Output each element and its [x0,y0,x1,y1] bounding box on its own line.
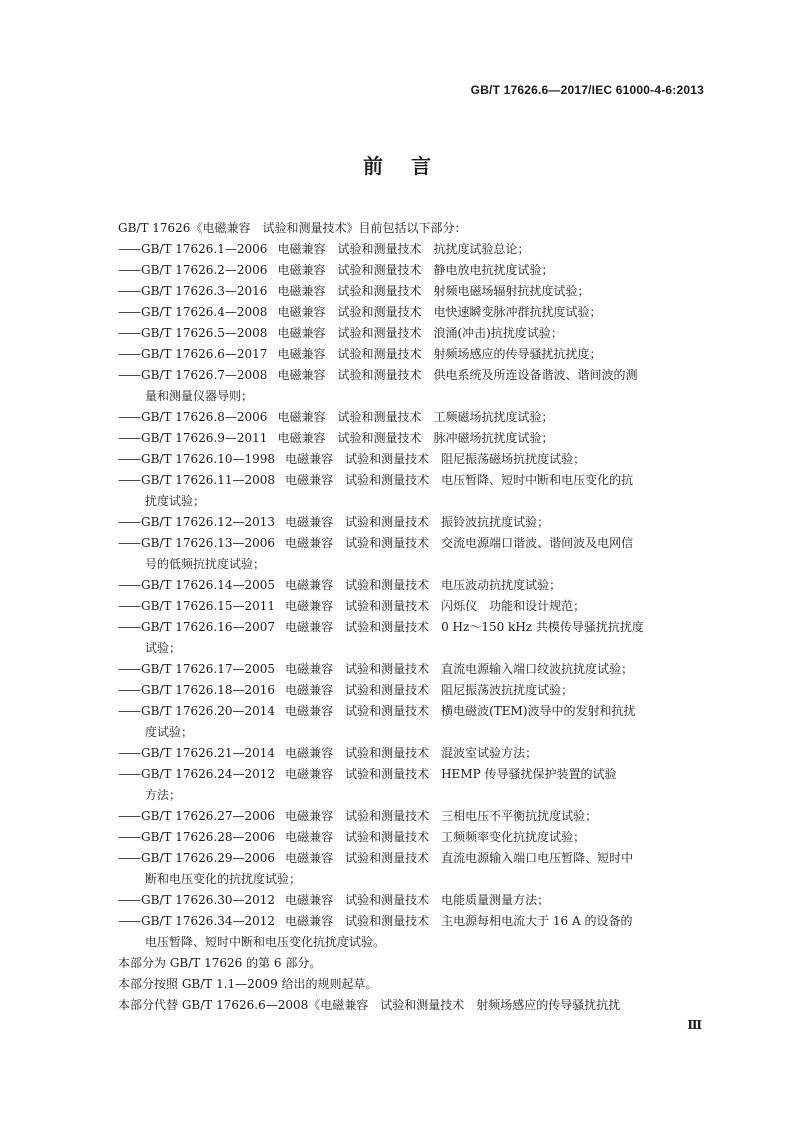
title-part-2: 试验和测量技术 [345,536,430,550]
list-item [118,575,708,596]
dash: —— [118,410,140,424]
standard-code: GB/T 17626.29—2006 [141,851,276,865]
standard-code: GB/T 17626.9—2011 [141,431,268,445]
title-part-3: 供电系统及所连设备谐波、谐间波的测 [433,368,638,382]
standard-code: GB/T 17626.4—2008 [141,305,268,319]
title-part-2: 试验和测量技术 [345,704,430,718]
list-item [118,848,708,869]
title-part-2: 试验和测量技术 [345,809,430,823]
title-part-2: 试验和测量技术 [345,599,430,613]
list-item-continuation: 方法； [145,788,182,802]
standard-code: GB/T 17626.5—2008 [141,326,268,340]
title-part-1: 电磁兼容 [285,683,334,697]
title-part-1: 电磁兼容 [285,746,334,760]
title-part-3: 射频场感应的传导骚扰抗扰度； [433,347,602,361]
title-part-3: 射频电磁场辐射抗扰度试验； [433,284,590,298]
standard-code: GB/T 17626.15—2011 [141,599,276,613]
title-part-3: 横电磁波(TEM)波导中的发射和抗扰 [441,704,636,718]
standard-code: GB/T 17626.28—2006 [141,830,276,844]
standard-code: GB/T 17626.34—2012 [141,914,276,928]
list-item-continuation: 试验； [145,641,182,655]
title-part-2: 试验和测量技术 [345,914,430,928]
dash: —— [118,431,140,445]
dash: —— [118,578,140,592]
standard-code: GB/T 17626.18—2016 [141,683,276,697]
title-part-1: 电磁兼容 [285,452,334,466]
title-part-2: 试验和测量技术 [345,683,430,697]
title-part-1: 电磁兼容 [285,620,334,634]
dash: —— [118,515,140,529]
list-item [118,449,708,470]
list-item [118,827,708,848]
title-part-2: 试验和测量技术 [337,305,422,319]
title-part-1: 电磁兼容 [285,893,334,907]
list-item [118,806,708,827]
title-part-3: 主电源每相电流大于 16 A 的设备的 [441,914,633,928]
title-part-1: 电磁兼容 [277,347,326,361]
dash: —— [118,662,140,676]
title-part-2: 试验和测量技术 [345,578,430,592]
page-number: Ⅲ [687,1018,702,1032]
page-title: 前言 [363,154,459,178]
list-item [118,743,708,764]
standard-code: GB/T 17626.13—2006 [141,536,276,550]
paragraph: 本部分代替 GB/T 17626.6—2008《电磁兼容 试验和测量技术 射频场感应的传导骚扰抗扰 [118,998,621,1012]
list-item [118,365,708,386]
title-part-3: 静电放电抗扰度试验； [433,263,554,277]
standard-code: GB/T 17626.6—2017 [141,347,268,361]
title-part-1: 电磁兼容 [285,767,334,781]
list-item [118,764,708,785]
list-item-continuation: 电压暂降、短时中断和电压变化抗扰度试验。 [145,935,386,949]
standard-code: GB/T 17626.8—2006 [141,410,268,424]
title-part-2: 试验和测量技术 [345,515,430,529]
standard-code: GB/T 17626.30—2012 [141,893,276,907]
dash: —— [118,893,140,907]
dash: —— [118,620,140,634]
dash: —— [118,830,140,844]
standard-code: GB/T 17626.3—2016 [141,284,268,298]
list-item [118,659,708,680]
title-part-1: 电磁兼容 [277,305,326,319]
dash: —— [118,473,140,487]
standard-code: GB/T 17626.20—2014 [141,704,276,718]
title-part-2: 试验和测量技术 [345,620,430,634]
title-part-3: HEMP 传导骚扰保护装置的试验 [441,767,617,781]
title-part-2: 试验和测量技术 [345,830,430,844]
standard-code: GB/T 17626.17—2005 [141,662,276,676]
dash: —— [118,347,140,361]
dash: —— [118,536,140,550]
title-part-3: 工频磁场抗扰度试验； [433,410,554,424]
paragraph: 本部分按照 GB/T 1.1—2009 给出的规则起草。 [118,977,378,991]
title-part-2: 试验和测量技术 [337,368,422,382]
list-item [118,302,708,323]
title-part-3: 阻尼振荡磁场抗扰度试验； [441,452,586,466]
list-item [118,428,708,449]
title-part-2: 试验和测量技术 [337,431,422,445]
title-part-2: 试验和测量技术 [345,851,430,865]
list-item [118,323,708,344]
list-item [118,470,708,491]
title-part-1: 电磁兼容 [277,263,326,277]
dash: —— [118,326,140,340]
title-part-1: 电磁兼容 [285,662,334,676]
title-part-3: 直流电源输入端口纹波抗扰度试验； [441,662,634,676]
paragraph: 本部分为 GB/T 17626 的第 6 部分。 [118,956,322,970]
dash: —— [118,305,140,319]
list-item [118,512,708,533]
title-part-3: 交流电源端口谐波、谐间波及电网信 [441,536,634,550]
title-part-2: 试验和测量技术 [345,893,430,907]
standard-list [118,239,708,953]
title-part-3: 抗扰度试验总论； [433,242,530,256]
title-part-3: 0 Hz～150 kHz 共模传导骚扰抗扰度 [441,620,644,634]
title-part-1: 电磁兼容 [285,473,334,487]
title-part-2: 试验和测量技术 [345,473,430,487]
dash: —— [118,746,140,760]
title-part-1: 电磁兼容 [285,851,334,865]
title-part-1: 电磁兼容 [277,410,326,424]
title-part-3: 混波室试验方法； [441,746,538,760]
title-part-1: 电磁兼容 [285,515,334,529]
title-part-2: 试验和测量技术 [337,263,422,277]
dash: —— [118,599,140,613]
standard-code: GB/T 17626.10—1998 [141,452,276,466]
standard-code: GB/T 17626.21—2014 [141,746,276,760]
title-part-1: 电磁兼容 [285,536,334,550]
title-part-2: 试验和测量技术 [337,242,422,256]
list-item [118,533,708,554]
title-part-1: 电磁兼容 [285,704,334,718]
list-item [118,239,708,260]
dash: —— [118,914,140,928]
title-part-3: 电压暂降、短时中断和电压变化的抗 [441,473,634,487]
list-item-continuation: 度试验； [145,725,194,739]
title-part-3: 阻尼振荡波抗扰度试验； [441,683,574,697]
title-part-1: 电磁兼容 [285,914,334,928]
title-part-1: 电磁兼容 [285,830,334,844]
title-part-3: 直流电源输入端口电压暂降、短时中 [441,851,634,865]
dash: —— [118,284,140,298]
list-item [118,407,708,428]
standard-code: GB/T 17626.24—2012 [141,767,276,781]
list-item [118,617,708,638]
dash: —— [118,767,140,781]
list-item [118,281,708,302]
title-part-3: 三相电压不平衡抗扰度试验； [441,809,598,823]
intro-line: GB/T 17626《电磁兼容 试验和测量技术》目前包括以下部分： [118,221,467,235]
title-part-1: 电磁兼容 [285,599,334,613]
title-part-3: 工频频率变化抗扰度试验； [441,830,586,844]
list-item [118,890,708,911]
title-part-1: 电磁兼容 [277,326,326,340]
dash: —— [118,704,140,718]
standard-header: GB/T 17626.6—2017/IEC 61000-4-6:2013 [470,83,704,97]
title-part-3: 闪烁仪 功能和设计规范； [441,599,586,613]
standard-code: GB/T 17626.2—2006 [141,263,268,277]
title-part-3: 电能质量测量方法； [441,893,550,907]
standard-code: GB/T 17626.1—2006 [141,242,268,256]
dash: —— [118,242,140,256]
title-part-3: 电压波动抗扰度试验； [441,578,562,592]
dash: —— [118,263,140,277]
paragraphs [118,953,708,1016]
document-body [118,218,708,1016]
title-part-3: 振铃波抗扰度试验； [441,515,550,529]
dash: —— [118,452,140,466]
title-part-2: 试验和测量技术 [337,284,422,298]
title-part-1: 电磁兼容 [277,242,326,256]
standard-code: GB/T 17626.16—2007 [141,620,276,634]
list-item-continuation: 扰度试验； [145,494,206,508]
title-part-3: 电快速瞬变脉冲群抗扰度试验； [433,305,602,319]
list-item [118,680,708,701]
dash: —— [118,368,140,382]
list-item [118,344,708,365]
standard-code: GB/T 17626.12—2013 [141,515,276,529]
title-part-2: 试验和测量技术 [337,347,422,361]
title-part-2: 试验和测量技术 [345,767,430,781]
title-part-1: 电磁兼容 [285,809,334,823]
title-part-2: 试验和测量技术 [345,662,430,676]
title-part-2: 试验和测量技术 [337,410,422,424]
list-item-continuation: 量和测量仪器导则； [145,389,254,403]
dash: —— [118,683,140,697]
title-part-2: 试验和测量技术 [345,746,430,760]
dash: —— [118,809,140,823]
list-item [118,260,708,281]
title-part-2: 试验和测量技术 [345,452,430,466]
standard-code: GB/T 17626.27—2006 [141,809,276,823]
standard-code: GB/T 17626.11—2008 [141,473,276,487]
standard-code: GB/T 17626.7—2008 [141,368,268,382]
list-item-continuation: 断和电压变化的抗扰度试验； [145,872,302,886]
standard-code: GB/T 17626.14—2005 [141,578,276,592]
dash: —— [118,851,140,865]
list-item-continuation: 号的低频抗扰度试验； [145,557,266,571]
list-item [118,701,708,722]
title-part-1: 电磁兼容 [277,368,326,382]
title-part-3: 脉冲磁场抗扰度试验； [433,431,554,445]
title-part-2: 试验和测量技术 [337,326,422,340]
list-item [118,596,708,617]
title-part-3: 浪涌(冲击)抗扰度试验； [433,326,563,340]
title-part-1: 电磁兼容 [277,431,326,445]
title-part-1: 电磁兼容 [277,284,326,298]
list-item [118,911,708,932]
title-part-1: 电磁兼容 [285,578,334,592]
